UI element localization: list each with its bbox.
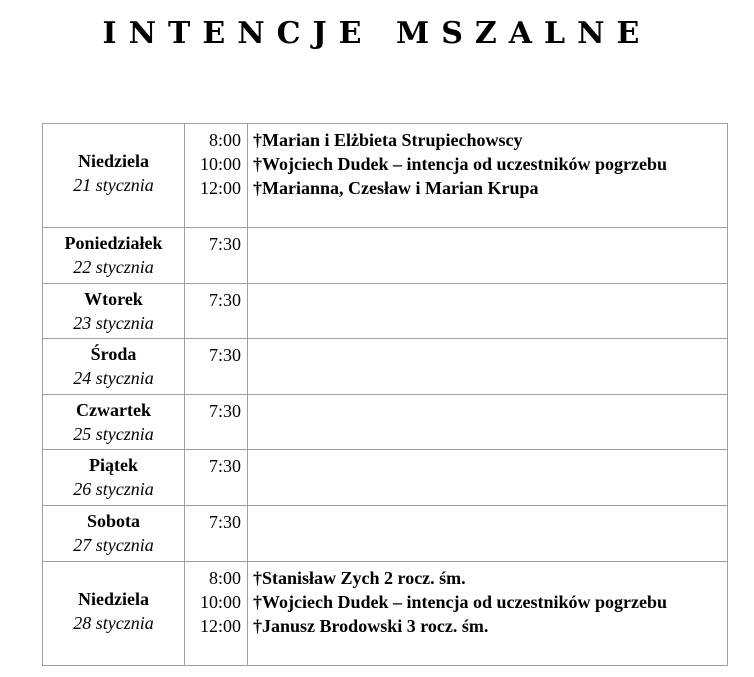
mass-time: 8:00: [208, 130, 241, 150]
table-row: [43, 562, 728, 666]
mass-time: 7:30: [208, 512, 241, 532]
time-cell: [185, 395, 248, 450]
day-date: 23 stycznia: [73, 313, 154, 333]
intention-cell: [248, 562, 728, 666]
day-date: 22 stycznia: [73, 257, 154, 277]
day-cell: [43, 562, 185, 666]
day-date: 21 stycznia: [73, 175, 154, 195]
mass-time: 10:00: [199, 592, 241, 612]
intention-cell: [248, 506, 728, 562]
mass-time: 7:30: [208, 401, 241, 421]
intention-cell: [248, 228, 728, 284]
intention-cell: [248, 395, 728, 450]
mass-time: 7:30: [208, 345, 241, 365]
mass-intentions-table: [42, 123, 728, 666]
intention: †Janusz Brodowski 3 rocz. śm.: [253, 616, 489, 636]
intention: †Stanisław Zych 2 rocz. śm.: [253, 568, 466, 588]
intention-cell: [248, 124, 728, 228]
table-row: [43, 339, 728, 395]
table-row: [43, 395, 728, 450]
table-row: [43, 124, 728, 228]
day-name: Środa: [90, 344, 137, 364]
day-date: 27 stycznia: [73, 535, 154, 555]
table-row: [43, 284, 728, 339]
time-cell: [185, 562, 248, 666]
mass-time: 7:30: [208, 456, 241, 476]
day-cell: [43, 228, 185, 284]
day-cell: [43, 506, 185, 562]
page-title: INTENCJE MSZALNE: [102, 16, 652, 51]
intention-cell: [248, 284, 728, 339]
day-name: Poniedziałek: [64, 233, 163, 253]
table-row: [43, 228, 728, 284]
day-name: Czwartek: [76, 400, 151, 420]
day-cell: [43, 284, 185, 339]
time-cell: [185, 339, 248, 395]
day-date: 25 stycznia: [73, 424, 154, 444]
table-row: [43, 506, 728, 562]
day-date: 28 stycznia: [73, 613, 154, 633]
day-date: 24 stycznia: [73, 368, 154, 388]
day-date: 26 stycznia: [73, 479, 154, 499]
day-name: Wtorek: [84, 289, 143, 309]
day-name: Sobota: [86, 511, 140, 531]
mass-time: 10:00: [199, 154, 241, 174]
time-cell: [185, 228, 248, 284]
day-cell: [43, 124, 185, 228]
intention: †Marianna, Czesław i Marian Krupa: [253, 178, 539, 198]
intention: †Marian i Elżbieta Strupiechowscy: [253, 130, 523, 150]
table-row: [43, 450, 728, 506]
mass-time: 7:30: [208, 290, 241, 310]
intention: †Wojciech Dudek – intencja od uczestników pogrzebu: [253, 592, 667, 612]
time-cell: [185, 284, 248, 339]
intention-cell: [248, 450, 728, 506]
time-cell: [185, 506, 248, 562]
intention: †Wojciech Dudek – intencja od uczestników pogrzebu: [253, 154, 667, 174]
mass-time: 8:00: [208, 568, 241, 588]
time-cell: [185, 450, 248, 506]
day-name: Niedziela: [78, 589, 149, 609]
time-cell: [185, 124, 248, 228]
mass-time: 7:30: [208, 234, 241, 254]
day-cell: [43, 450, 185, 506]
day-cell: [43, 395, 185, 450]
day-name: Piątek: [89, 455, 138, 475]
mass-time: 12:00: [199, 616, 241, 636]
intention-cell: [248, 339, 728, 395]
day-cell: [43, 339, 185, 395]
mass-time: 12:00: [199, 178, 241, 198]
day-name: Niedziela: [78, 151, 149, 171]
